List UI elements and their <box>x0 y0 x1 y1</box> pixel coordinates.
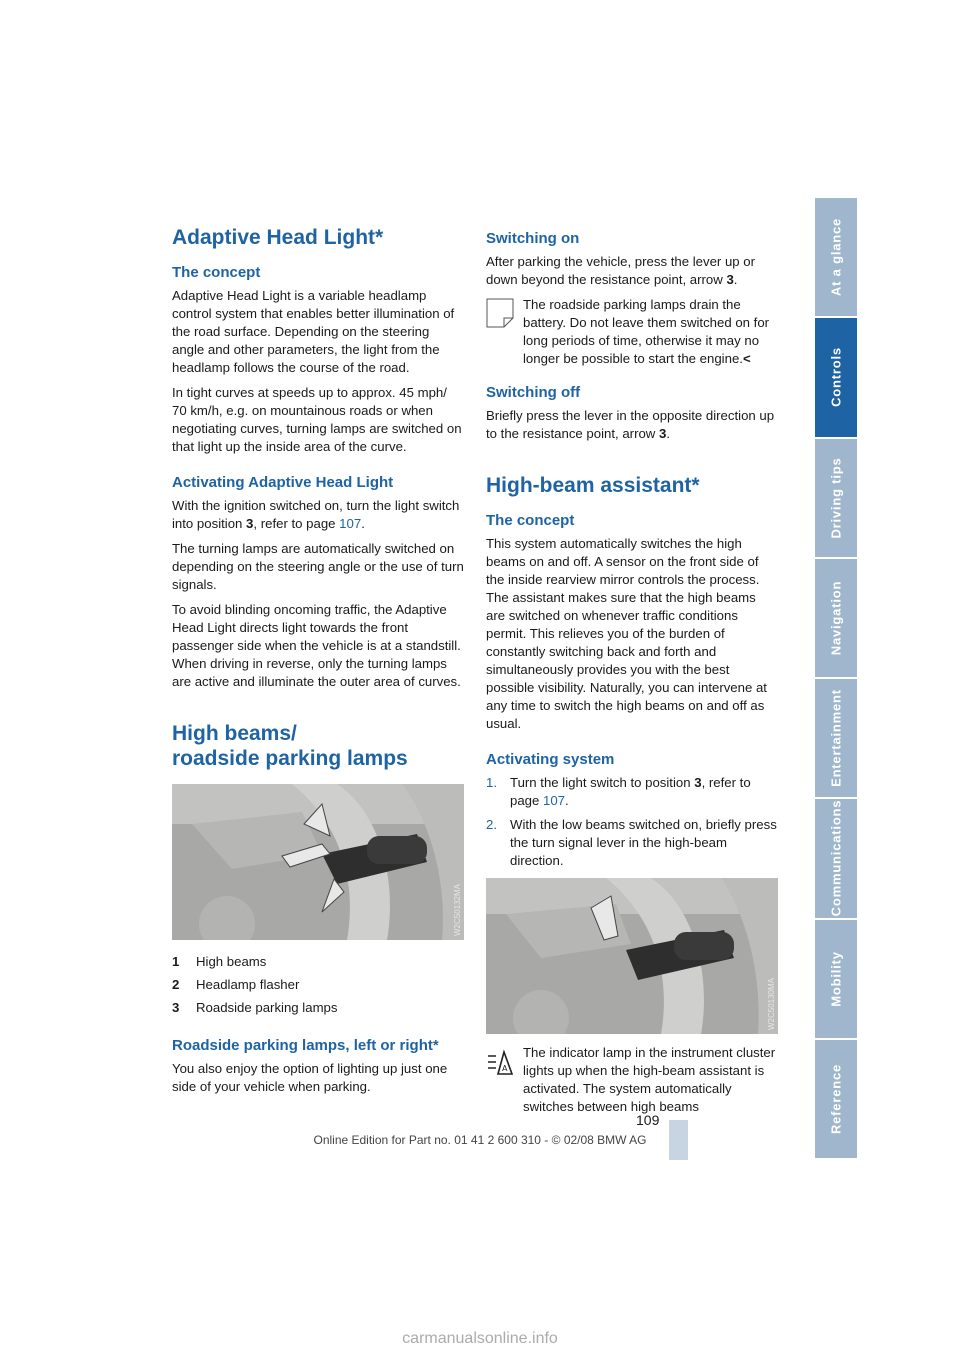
indicator-note <box>486 1044 778 1116</box>
heading-switching-on: Switching on <box>486 230 580 247</box>
step-text: With the low beams switched on, briefly press the turn signal lever in the high-beam direction. <box>510 817 777 869</box>
edition-footer: Online Edition for Part no. 01 41 2 600 310 - © 02/08 BMW AG <box>313 1133 647 1147</box>
end-marker: < <box>742 351 751 366</box>
lever-illustration <box>172 784 464 940</box>
lever-illustration <box>486 878 778 1034</box>
legend-label: Roadside parking lamps <box>196 999 338 1015</box>
tab-at-a-glance[interactable] <box>815 198 857 318</box>
tab-label: At a glance <box>828 218 844 297</box>
legend-item <box>172 950 464 973</box>
tab-label: Entertainment <box>828 689 844 788</box>
figure-code: W2C50130MA <box>767 978 776 1031</box>
activating-paragraph-1 <box>172 497 464 533</box>
concept-paragraph-2: In tight curves at speeds up to approx. 45 mph/ 70 km/h, e.g. on mountainous roads or when negotiating curves, turning lamps are switched on that light up the inside area of the curve. <box>172 385 462 455</box>
step-text <box>510 774 778 810</box>
heading-activating-system: Activating system <box>486 751 615 769</box>
step-item <box>486 774 778 810</box>
page-link[interactable]: 107 <box>339 516 362 532</box>
heading-assistant-concept: The concept <box>486 512 575 530</box>
text: Briefly press the lever in the opposite direction up to the resistance point, arrow <box>486 408 775 441</box>
page-number: 109 <box>636 1112 660 1128</box>
heading-activating-adaptive-head-light: Activating Adaptive Head Light <box>172 474 394 492</box>
text: , refer to page <box>253 516 340 532</box>
caution-note <box>486 296 778 368</box>
page-link[interactable]: 107 <box>543 793 566 809</box>
switching-on-paragraph <box>486 253 778 289</box>
chapter-tabs <box>815 198 857 1160</box>
legend-item <box>172 973 464 996</box>
arrow-number: 3 <box>659 426 667 441</box>
figure-legend <box>172 950 464 1019</box>
heading-adaptive-head-light: Adaptive Head Light* <box>172 226 384 249</box>
legend-item <box>172 996 464 1019</box>
legend-number: 1 <box>172 953 180 969</box>
caution-text: The roadside parking lamps drain the battery. Do not leave them switched on for long periods of time, otherwise it may no longer be possible to start the engine. <box>523 297 770 366</box>
legend-label: High beams <box>196 953 267 969</box>
high-beam-assistant-indicator-icon <box>486 1048 514 1078</box>
legend-label: Headlamp flasher <box>196 976 300 992</box>
heading-line: High beams/ <box>172 722 297 746</box>
position-number: 3 <box>246 516 254 532</box>
text: Turn the light switch to position <box>510 775 695 791</box>
tab-entertainment[interactable] <box>815 679 857 799</box>
figure-high-beam-lever <box>486 878 778 1034</box>
legend-number: 2 <box>172 976 180 992</box>
heading-roadside-parking-lamps-left-right: Roadside parking lamps, left or right* <box>172 1036 439 1054</box>
tab-communications[interactable] <box>815 799 857 919</box>
activating-paragraph-3: To avoid blinding oncoming traffic, the Adaptive Head Light directs light towards the front passenger side when the vehicle is at a standstill. When driving in reverse, only the turning lamps are active and illuminate the outer area of curves. <box>172 602 461 690</box>
tab-label: Controls <box>828 347 844 408</box>
step-item <box>486 816 778 870</box>
position-number: 3 <box>694 775 702 791</box>
tab-mobility[interactable] <box>815 920 857 1040</box>
figure-code: W2C50132MA <box>453 883 462 936</box>
figure-turn-signal-lever <box>172 784 464 940</box>
tab-label: Driving tips <box>828 457 844 539</box>
tab-driving-tips[interactable] <box>815 439 857 559</box>
switching-off-paragraph <box>486 407 778 443</box>
watermark: carmanualsonline.info <box>402 1330 558 1347</box>
left-column <box>172 225 464 1103</box>
heading-the-concept: The concept <box>172 264 261 282</box>
text: After parking the vehicle, press the lever up or down beyond the resistance point, arrow <box>486 254 756 287</box>
concept-paragraph-1: Adaptive Head Light is a variable headlamp control system that enables better illumination of the road surface. Depending on the steering angle and other parameters, the light from the headlamp follows the course of the road. <box>172 288 455 376</box>
heading-high-beam-assistant: High-beam assistant* <box>486 474 700 497</box>
text: . <box>733 272 738 287</box>
step-number: 1. <box>486 775 497 791</box>
tab-label: Communications <box>828 800 844 917</box>
text: . <box>666 426 671 441</box>
tab-label: Mobility <box>828 950 844 1007</box>
assistant-concept-paragraph: This system automatically switches the high beams on and off. A sensor on the front side of the inside rearview mirror controls the process. The assistant makes sure that the high beams are switched on whenever traffic conditions permit. This relieves you of the burden of constantly switching back and forth and simultaneously provides you with the best possible visibility. Naturally, you can intervene at any time to switch the high beams on and off as usual. <box>486 536 767 732</box>
indicator-text: The indicator lamp in the instrument cluster lights up when the high-beam assistant is activated. The system automatically switches between high beams <box>523 1045 776 1115</box>
roadside-paragraph: You also enjoy the option of lighting up just one side of your vehicle when parking. <box>172 1060 448 1094</box>
caution-icon <box>486 298 514 328</box>
activation-steps <box>486 774 778 870</box>
right-column <box>486 230 778 1124</box>
arrow-number: 3 <box>726 272 734 287</box>
text: , refer to page <box>510 775 751 809</box>
heading-switching-off: Switching off <box>486 384 581 401</box>
activating-paragraph-2: The turning lamps are automatically switched on depending on the steering angle or the use of turn signals. <box>172 541 464 593</box>
legend-number: 3 <box>172 999 180 1015</box>
text: . <box>361 516 365 532</box>
svg-text:A: A <box>502 1064 508 1074</box>
tab-label: Reference <box>828 1063 844 1134</box>
tab-navigation[interactable] <box>815 559 857 679</box>
step-number: 2. <box>486 817 497 833</box>
text: . <box>565 793 569 809</box>
text: With the ignition switched on, turn the light switch into position <box>172 498 460 532</box>
tab-controls[interactable] <box>815 318 857 438</box>
heading-high-beams <box>172 721 464 771</box>
heading-line: roadside parking lamps <box>172 747 408 771</box>
tab-label: Navigation <box>828 580 844 656</box>
